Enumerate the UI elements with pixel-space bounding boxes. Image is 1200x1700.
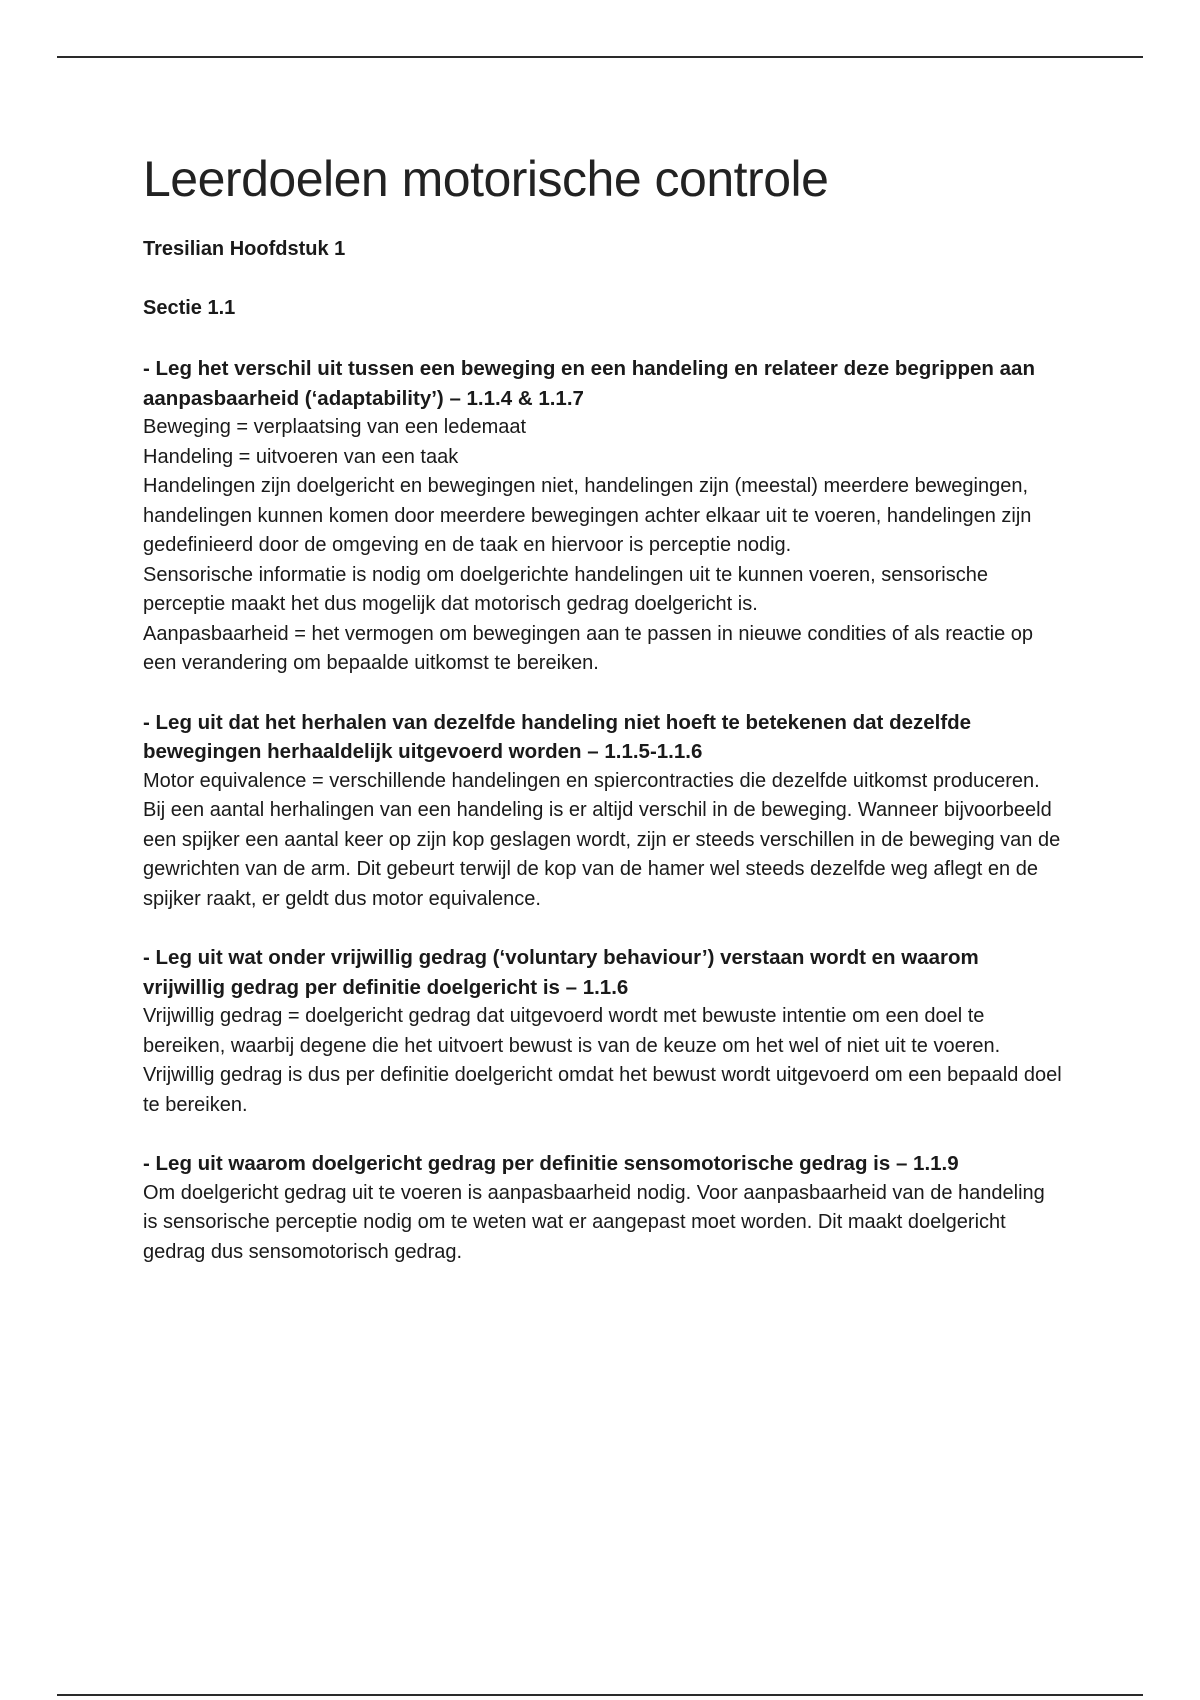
answer-paragraph: Bij een aantal herhalingen van een handeling is er altijd verschil in de beweging. Wanneer bijvoorbeeld een spijker een aantal keer op zijn kop geslagen wordt, zijn er steeds verschillen in de beweging van de gewrichten van de arm. Dit gebeurt terwijl de kop van de hamer wel steeds dezelfde weg aflegt en de spijker raakt, er geldt dus motor equivalence. bbox=[143, 799, 1061, 910]
answer-paragraph: Vrijwillig gedrag = doelgericht gedrag dat uitgevoerd wordt met bewuste intentie om een doel te bereiken, waarbij degene die het uitvoert bewust is van de keuze om het wel of niet uit te voeren. bbox=[143, 1005, 1001, 1057]
answer-paragraph: Vrijwillig gedrag is dus per definitie doelgericht omdat het bewust wordt uitgevoerd om een bepaald doel te bereiken. bbox=[143, 1064, 1062, 1116]
learning-goal-section bbox=[143, 708, 1063, 915]
learning-goal-section bbox=[143, 943, 1063, 1120]
section-heading: Sectie 1.1 bbox=[143, 297, 236, 319]
chapter-heading: Tresilian Hoofdstuk 1 bbox=[143, 238, 346, 260]
learning-goal-question: - Leg het verschil uit tussen een beweging en een handeling en relateer deze begrippen aan aanpasbaarheid (‘adaptability’) – 1.1.4 & 1.1.7 bbox=[143, 357, 1035, 410]
answer-paragraph: Handelingen zijn doelgericht en bewegingen niet, handelingen zijn (meestal) meerdere bewegingen, handelingen kunnen komen door meerdere bewegingen achter elkaar uit te voeren, handelingen zijn gedefinieerd door de omgeving en de taak en hiervoor is perceptie nodig. bbox=[143, 475, 1032, 556]
answer-paragraph: Aanpasbaarheid = het vermogen om bewegingen aan te passen in nieuwe condities of als reactie op een verandering om bepaalde uitkomst te bereiken. bbox=[143, 622, 1034, 674]
answer-paragraph: Handeling = uitvoeren van een taak bbox=[143, 445, 459, 468]
learning-goal-question: - Leg uit wat onder vrijwillig gedrag (‘voluntary behaviour’) verstaan wordt en waarom vrijwillig gedrag per definitie doelgericht is – 1.1.6 bbox=[143, 946, 979, 999]
document-title: Leerdoelen motorische controle bbox=[143, 151, 829, 207]
learning-goal-section bbox=[143, 354, 1063, 679]
header-rule bbox=[57, 56, 1143, 58]
learning-goal-question: - Leg uit waarom doelgericht gedrag per definitie sensomotorische gedrag is – 1.1.9 bbox=[143, 1152, 959, 1175]
learning-goal-section bbox=[143, 1149, 1063, 1267]
answer-paragraph: Beweging = verplaatsing van een ledemaat bbox=[143, 416, 527, 438]
answer-paragraph: Om doelgericht gedrag uit te voeren is aanpasbaarheid nodig. Voor aanpasbaarheid van de handeling is sensorische perceptie nodig om te weten wat er aangepast moet worden. Dit maakt doelgericht gedrag dus sensomotorisch gedrag. bbox=[143, 1181, 1045, 1263]
learning-goal-question: - Leg uit dat het herhalen van dezelfde handeling niet hoeft te betekenen dat dezelfde bewegingen herhaaldelijk uitgevoerd worden – 1.1.5-1.1.6 bbox=[143, 710, 972, 763]
answer-paragraph: Sensorische informatie is nodig om doelgerichte handelingen uit te kunnen voeren, sensorische perceptie maakt het dus mogelijk dat motorisch gedrag doelgericht is. bbox=[143, 563, 988, 615]
answer-paragraph: Motor equivalence = verschillende handelingen en spiercontracties die dezelfde uitkomst produceren. bbox=[143, 769, 1040, 792]
footer-rule bbox=[57, 1694, 1143, 1696]
document-body bbox=[143, 150, 1063, 1296]
